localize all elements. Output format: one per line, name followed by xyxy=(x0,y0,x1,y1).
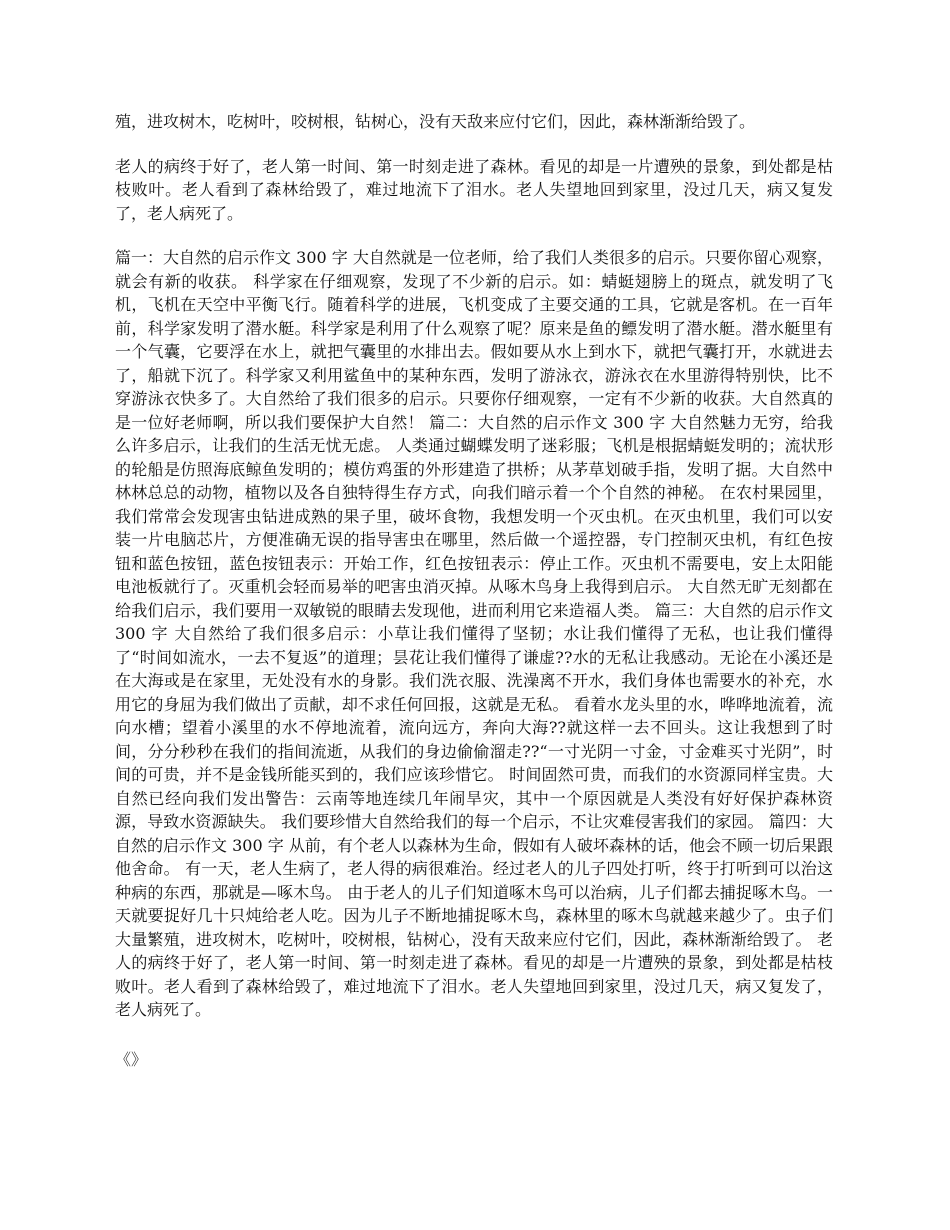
paragraph-1: 殖，进攻树木，吃树叶，咬树根，钻树心，没有天敌来应付它们，因此，森林渐渐给毁了。 xyxy=(115,112,756,131)
document-body xyxy=(115,110,833,1071)
paragraph-3: 篇一：大自然的启示作文 300 字 大自然就是一位老师，给了我们人类很多的启示。只要你留心观察，就会有新的收获。 科学家在仔细观察，发现了不少新的启示。如：蜻蜓翅膀上的斑点，就发明了飞机，飞机在天空中平衡飞行。随着科学的进展，飞机变成了主要交通的工具，它就是客机。在一百年前，科学家发明了潜水艇。科学家是利用了什么观察了呢？原来是鱼的鳔发明了潜水艇。潜水艇里有一个气囊，它要浮在水上，就把气囊里的水排出去。假如要从水上到水下，就把气囊打开，水就进去了，船就下沉了。科学家又利用鲨鱼中的某种东西，发明了游泳衣，游泳衣在水里游得特别快，比不穿游泳衣快多了。大自然给了我们很多的启示。只要你仔细观察，一定有不少新的收获。大自然真的是一位好老师啊，所以我们要保护大自然！ 篇二：大自然的启示作文 300 字 大自然魅力无穷，给我么许多启示，让我们的生活无忧无虑。 人类通过蝴蝶发明了迷彩服；飞机是根据蜻蜓发明的；流状形的轮船是仿照海底鲸鱼发明的；模仿鸡蛋的外形建造了拱桥；从茅草划破手指，发明了据。大自然中林林总总的动物，植物以及各自独特得生存方式，向我们暗示着一个个自然的神秘。 在农村果园里，我们常常会发现害虫钻进成熟的果子里，破坏食物，我想发明一个灭虫机。在灭虫机里，我们可以安装一片电脑芯片，方便准确无误的指导害虫在哪里，然后做一个遥控器，专门控制灭虫机，有红色按钮和蓝色按钮，蓝色按钮表示：开始工作，红色按钮表示：停止工作。灭虫机不需要电，安上太阳能电池板就行了。灭重机会轻而易举的吧害虫消灭掉。从啄木鸟身上我得到启示。 大自然无旷无刻都在给我们启示，我们要用一双敏锐的眼睛去发现他，进而利用它来造福人类。 篇三：大自然的启示作文 300 字 大自然给了我们很多启示：小草让我们懂得了坚韧；水让我们懂得了无私，也让我们懂得了“时间如流水，一去不复返”的道理；昙花让我们懂得了谦虚??水的无私让我感动。无论在小溪还是在大海或是在家里，无处没有水的身影。我们洗衣服、洗澡离不开水，我们身体也需要水的补充，水用它的身屈为我们做出了贡献，却不求任何回报，这就是无私。 看着水龙头里的水，哗哗地流着，流向水槽；望着小溪里的水不停地流着，流向远方，奔向大海??就这样一去不回头。这让我想到了时间，分分秒秒在我们的指间流逝，从我们的身边偷偷溜走??“一寸光阴一寸金，寸金难买寸光阴”，时间的可贵，并不是金钱所能买到的，我们应该珍惜它。 时间固然可贵，而我们的水资源同样宝贵。大自然已经向我们发出警告：云南等地连续几年闹旱灾，其中一个原因就是人类没有好好保护森林资源，导致水资源缺失。 我们要珍惜大自然给我们的每一个启示，不让灾难侵害我们的家园。 篇四：大自然的启示作文 300 字 从前，有个老人以森林为生命，假如有人破坏森林的话，他会不顾一切后果跟他舍命。 有一天，老人生病了，老人得的病很难治。经过老人的儿子四处打听，终于打听到可以治这种病的东西，那就是—啄木鸟。 由于老人的儿子们知道啄木鸟可以治病，儿子们都去捕捉啄木鸟。一天就要捉好几十只炖给老人吃。因为儿子不断地捕捉啄木鸟，森林里的啄木鸟就越来越少了。虫子们大量繁殖，进攻树木，吃树叶，咬树根，钻树心，没有天敌来应付它们，因此，森林渐渐给毁了。 老人的病终于好了，老人第一时间、第一时刻走进了森林。看见的却是一片遭殃的景象，到处都是枯枝败叶。老人看到了森林给毁了，难过地流下了泪水。老人失望地回到家里，没过几天，病又复发了，老人病死了。 xyxy=(115,248,833,1019)
paragraph-2: 老人的病终于好了，老人第一时间、第一时刻走进了森林。看见的却是一片遭殃的景象，到处都是枯枝败叶。老人看到了森林给毁了，难过地流下了泪水。老人失望地回到家里，没过几天，病又复发了，老人病死了。 xyxy=(115,156,833,223)
closing-mark: 《》 xyxy=(115,1049,148,1069)
